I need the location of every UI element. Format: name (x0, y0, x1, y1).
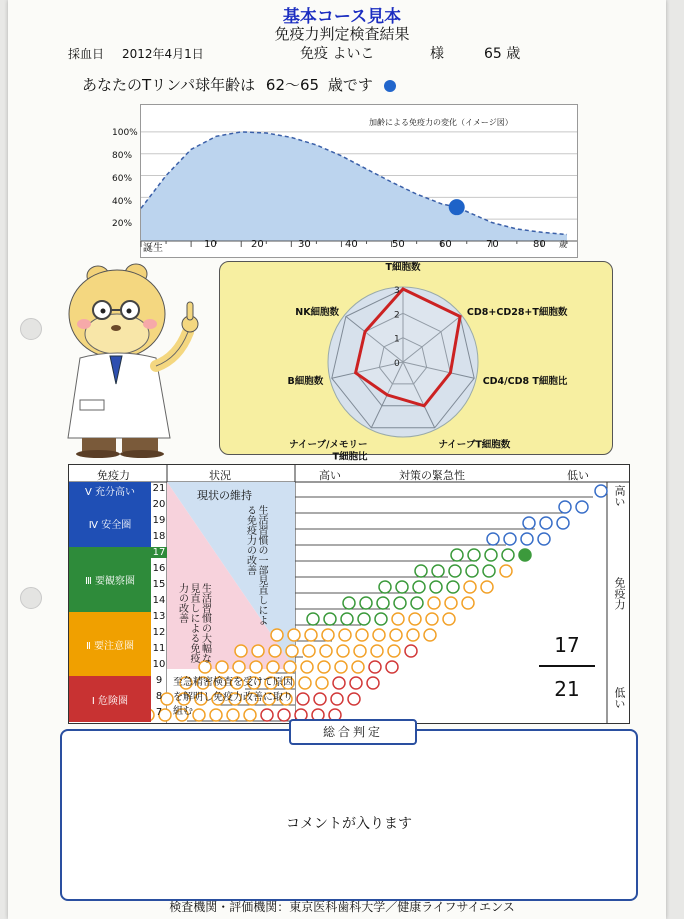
score-circle (301, 661, 313, 673)
patient-name: 免疫 よいこ (300, 46, 375, 62)
score-circle (252, 645, 264, 657)
score-circle (343, 597, 355, 609)
score-circle (502, 549, 514, 561)
score-circle (297, 693, 309, 705)
headline-value: 62～65 (265, 76, 320, 94)
score-circle (284, 661, 296, 673)
score-circle (379, 581, 391, 593)
score-circle (519, 549, 531, 561)
score-circle (595, 485, 607, 497)
score-circle (447, 581, 459, 593)
score-circle (250, 661, 262, 673)
score-circle (375, 613, 387, 625)
score-circle (348, 693, 360, 705)
score-circle (426, 613, 438, 625)
score-circle (373, 629, 385, 641)
score-circle (299, 677, 311, 689)
score-circle (369, 661, 381, 673)
score-circle (468, 549, 480, 561)
score-circle (352, 661, 364, 673)
score-circle (360, 597, 372, 609)
score-circle (314, 693, 326, 705)
score-circle (411, 597, 423, 609)
level-4: Ⅳ 安全圏 (69, 499, 151, 547)
score-number: 10 (152, 659, 166, 670)
header-low: 低い (567, 469, 589, 482)
level-2: Ⅱ 要注意圏 (69, 612, 151, 676)
score-circle (483, 565, 495, 577)
x-tick: 70 (486, 239, 499, 250)
status-maintain: 現状の維持 (197, 489, 252, 502)
status-major-improvement: 生活習慣の大幅な見直しによる免疫力の改善 (176, 583, 211, 663)
x-tick: 30 (298, 239, 311, 250)
level-3: Ⅲ 要観察圏 (69, 547, 151, 612)
score-circle (409, 613, 421, 625)
score-circle (367, 677, 379, 689)
x-tick: 40 (345, 239, 358, 250)
score-circle (320, 645, 332, 657)
score-number: 19 (152, 515, 166, 526)
score-number: 11 (152, 643, 166, 654)
score-circle (504, 533, 516, 545)
marker-dot-icon (384, 80, 396, 92)
score-circle (377, 597, 389, 609)
y-tick: 60% (112, 174, 133, 184)
y-tick: 40% (112, 197, 133, 207)
score-circle (269, 645, 281, 657)
x-tick: 60 (439, 239, 452, 250)
score-number: 18 (152, 531, 166, 542)
score-circle (432, 565, 444, 577)
score-circle (451, 549, 463, 561)
aging-chart (140, 104, 578, 258)
score-number: 9 (155, 675, 163, 686)
score-circle (216, 661, 228, 673)
score-number: 17 (152, 547, 166, 558)
report-title: 基本コース見本 (282, 7, 402, 27)
honorific: 様 (430, 46, 444, 62)
x-tick: 誕生 (143, 243, 163, 254)
score-circle (271, 629, 283, 641)
judgement-comment: コメントが入ります (286, 816, 412, 832)
footer-institution: 検査機関・評価機関：東京医科歯科大学／健康ライフサイエンス (169, 900, 515, 914)
radar-axis-label: CD8+CD28+T細胞数 (466, 307, 568, 319)
score-circle (415, 565, 427, 577)
score-number: 7 (155, 707, 163, 718)
overall-judgement-tab: 総合判定 (289, 719, 417, 745)
score-circle (487, 533, 499, 545)
right-label-immunity: 免疫力 (613, 577, 626, 610)
status-partial-improvement: 生活習慣の一部見直しによる免疫力の改善 (244, 505, 267, 625)
radar-axis-label: B細胞数 (287, 376, 324, 388)
score-number: 8 (155, 691, 163, 702)
radar-scale-label: 3 (394, 286, 400, 296)
score-circle (464, 581, 476, 593)
x-tick: 80 (533, 239, 546, 250)
header-immunity: 免疫力 (97, 469, 130, 482)
score-circle (481, 581, 493, 593)
score-circle (341, 613, 353, 625)
score-denominator: 21 (554, 677, 580, 701)
score-circle (394, 597, 406, 609)
score-number: 12 (152, 627, 166, 638)
score-circle (356, 629, 368, 641)
score-circle (354, 645, 366, 657)
headline-prefix: あなたのTリンパ球年齢は (82, 76, 256, 94)
score-circle (337, 645, 349, 657)
score-circle (557, 517, 569, 529)
score-circle (523, 517, 535, 529)
doctor-mascot-illustration (60, 262, 215, 458)
score-circle (286, 645, 298, 657)
score-circle (392, 613, 404, 625)
score-circle (350, 677, 362, 689)
score-circle (318, 661, 330, 673)
score-circle (303, 645, 315, 657)
right-label-high: 高い (613, 485, 626, 507)
score-circle (449, 565, 461, 577)
score-circle (333, 677, 345, 689)
right-label-low: 低い (613, 687, 626, 709)
score-circle (305, 629, 317, 641)
score-circle (462, 597, 474, 609)
headline-suffix: 歳です (327, 76, 373, 94)
header-status: 状況 (209, 469, 231, 482)
score-circle (485, 549, 497, 561)
radar-axis-label: T細胞比 (332, 451, 368, 463)
score-circle (386, 661, 398, 673)
age-marker-dot (449, 199, 465, 215)
score-circle (540, 517, 552, 529)
score-circle (396, 581, 408, 593)
score-circle (428, 597, 440, 609)
t-cell-age-headline (82, 74, 396, 95)
score-circle (466, 565, 478, 577)
x-tick: 20 (251, 239, 264, 250)
score-circle (288, 629, 300, 641)
score-circle (331, 693, 343, 705)
date-label: 採血日 (68, 47, 105, 61)
score-circle (235, 645, 247, 657)
score-circle (500, 565, 512, 577)
score-circle (322, 629, 334, 641)
score-number: 15 (152, 579, 166, 590)
header-high: 高い (319, 469, 341, 482)
score-number: 20 (152, 499, 166, 510)
radar-axis-label: CD4/CD8 T細胞比 (482, 376, 568, 388)
radar-scale-label: 0 (394, 359, 400, 369)
radar-scale-label: 2 (394, 310, 400, 321)
y-tick: 20% (112, 219, 133, 229)
radar-chart (220, 262, 612, 463)
score-circle (430, 581, 442, 593)
score-circle (559, 501, 571, 513)
punch-hole (20, 318, 42, 340)
radar-chart-panel (219, 261, 613, 463)
score-circle (358, 613, 370, 625)
y-tick: 100% (112, 128, 138, 138)
radar-scale-label: 1 (394, 334, 400, 345)
score-circle (371, 645, 383, 657)
score-circle (324, 613, 336, 625)
score-number: 21 (152, 483, 166, 494)
patient-age: 65 歳 (484, 46, 521, 62)
punch-hole (20, 587, 42, 609)
score-circle (335, 661, 347, 673)
date-value: 2012年4月1日 (122, 47, 204, 61)
score-circle (388, 645, 400, 657)
score-circle (407, 629, 419, 641)
score-circle (445, 597, 457, 609)
score-circle (307, 613, 319, 625)
score-number: 13 (152, 611, 166, 622)
radar-axis-label: ナイーブT細胞数 (438, 439, 511, 451)
header-urgency: 対策の緊急性 (399, 469, 465, 482)
y-tick: 80% (112, 151, 133, 161)
score-circle (413, 581, 425, 593)
score-circle (233, 661, 245, 673)
immunity-score-table (68, 464, 630, 724)
score-number: 14 (152, 595, 166, 606)
level-5: Ⅴ 充分高い (69, 482, 151, 499)
score-number: 16 (152, 563, 166, 574)
score-circle (521, 533, 533, 545)
score-circle (405, 645, 417, 657)
aging-chart-title: 加齢による免疫力の変化（イメージ図） (369, 118, 513, 127)
score-circle (424, 629, 436, 641)
status-urgent: 至急精密検査を受けて原因を解明し免疫力改善に取り組む (173, 677, 293, 717)
radar-axis-label: NK細胞数 (295, 307, 340, 319)
score-circle (339, 629, 351, 641)
score-circle (443, 613, 455, 625)
score-circle (538, 533, 550, 545)
score-circle (316, 677, 328, 689)
x-tick: 50 (392, 239, 405, 250)
radar-axis-label: ナイーブ/メモリー (289, 439, 368, 451)
level-1: Ⅰ 危険圏 (69, 676, 151, 722)
report-subtitle: 免疫力判定検査結果 (274, 25, 410, 43)
radar-axis-label: T細胞数 (385, 262, 421, 274)
x-tick-unit: 歳 (559, 240, 567, 249)
x-tick: 10 (204, 239, 217, 250)
overall-judgement-box (60, 729, 638, 901)
score-numerator: 17 (554, 633, 580, 657)
immunity-area (141, 132, 567, 241)
score-circle (576, 501, 588, 513)
fraction-bar (539, 665, 595, 667)
score-circle (267, 661, 279, 673)
score-circle (390, 629, 402, 641)
